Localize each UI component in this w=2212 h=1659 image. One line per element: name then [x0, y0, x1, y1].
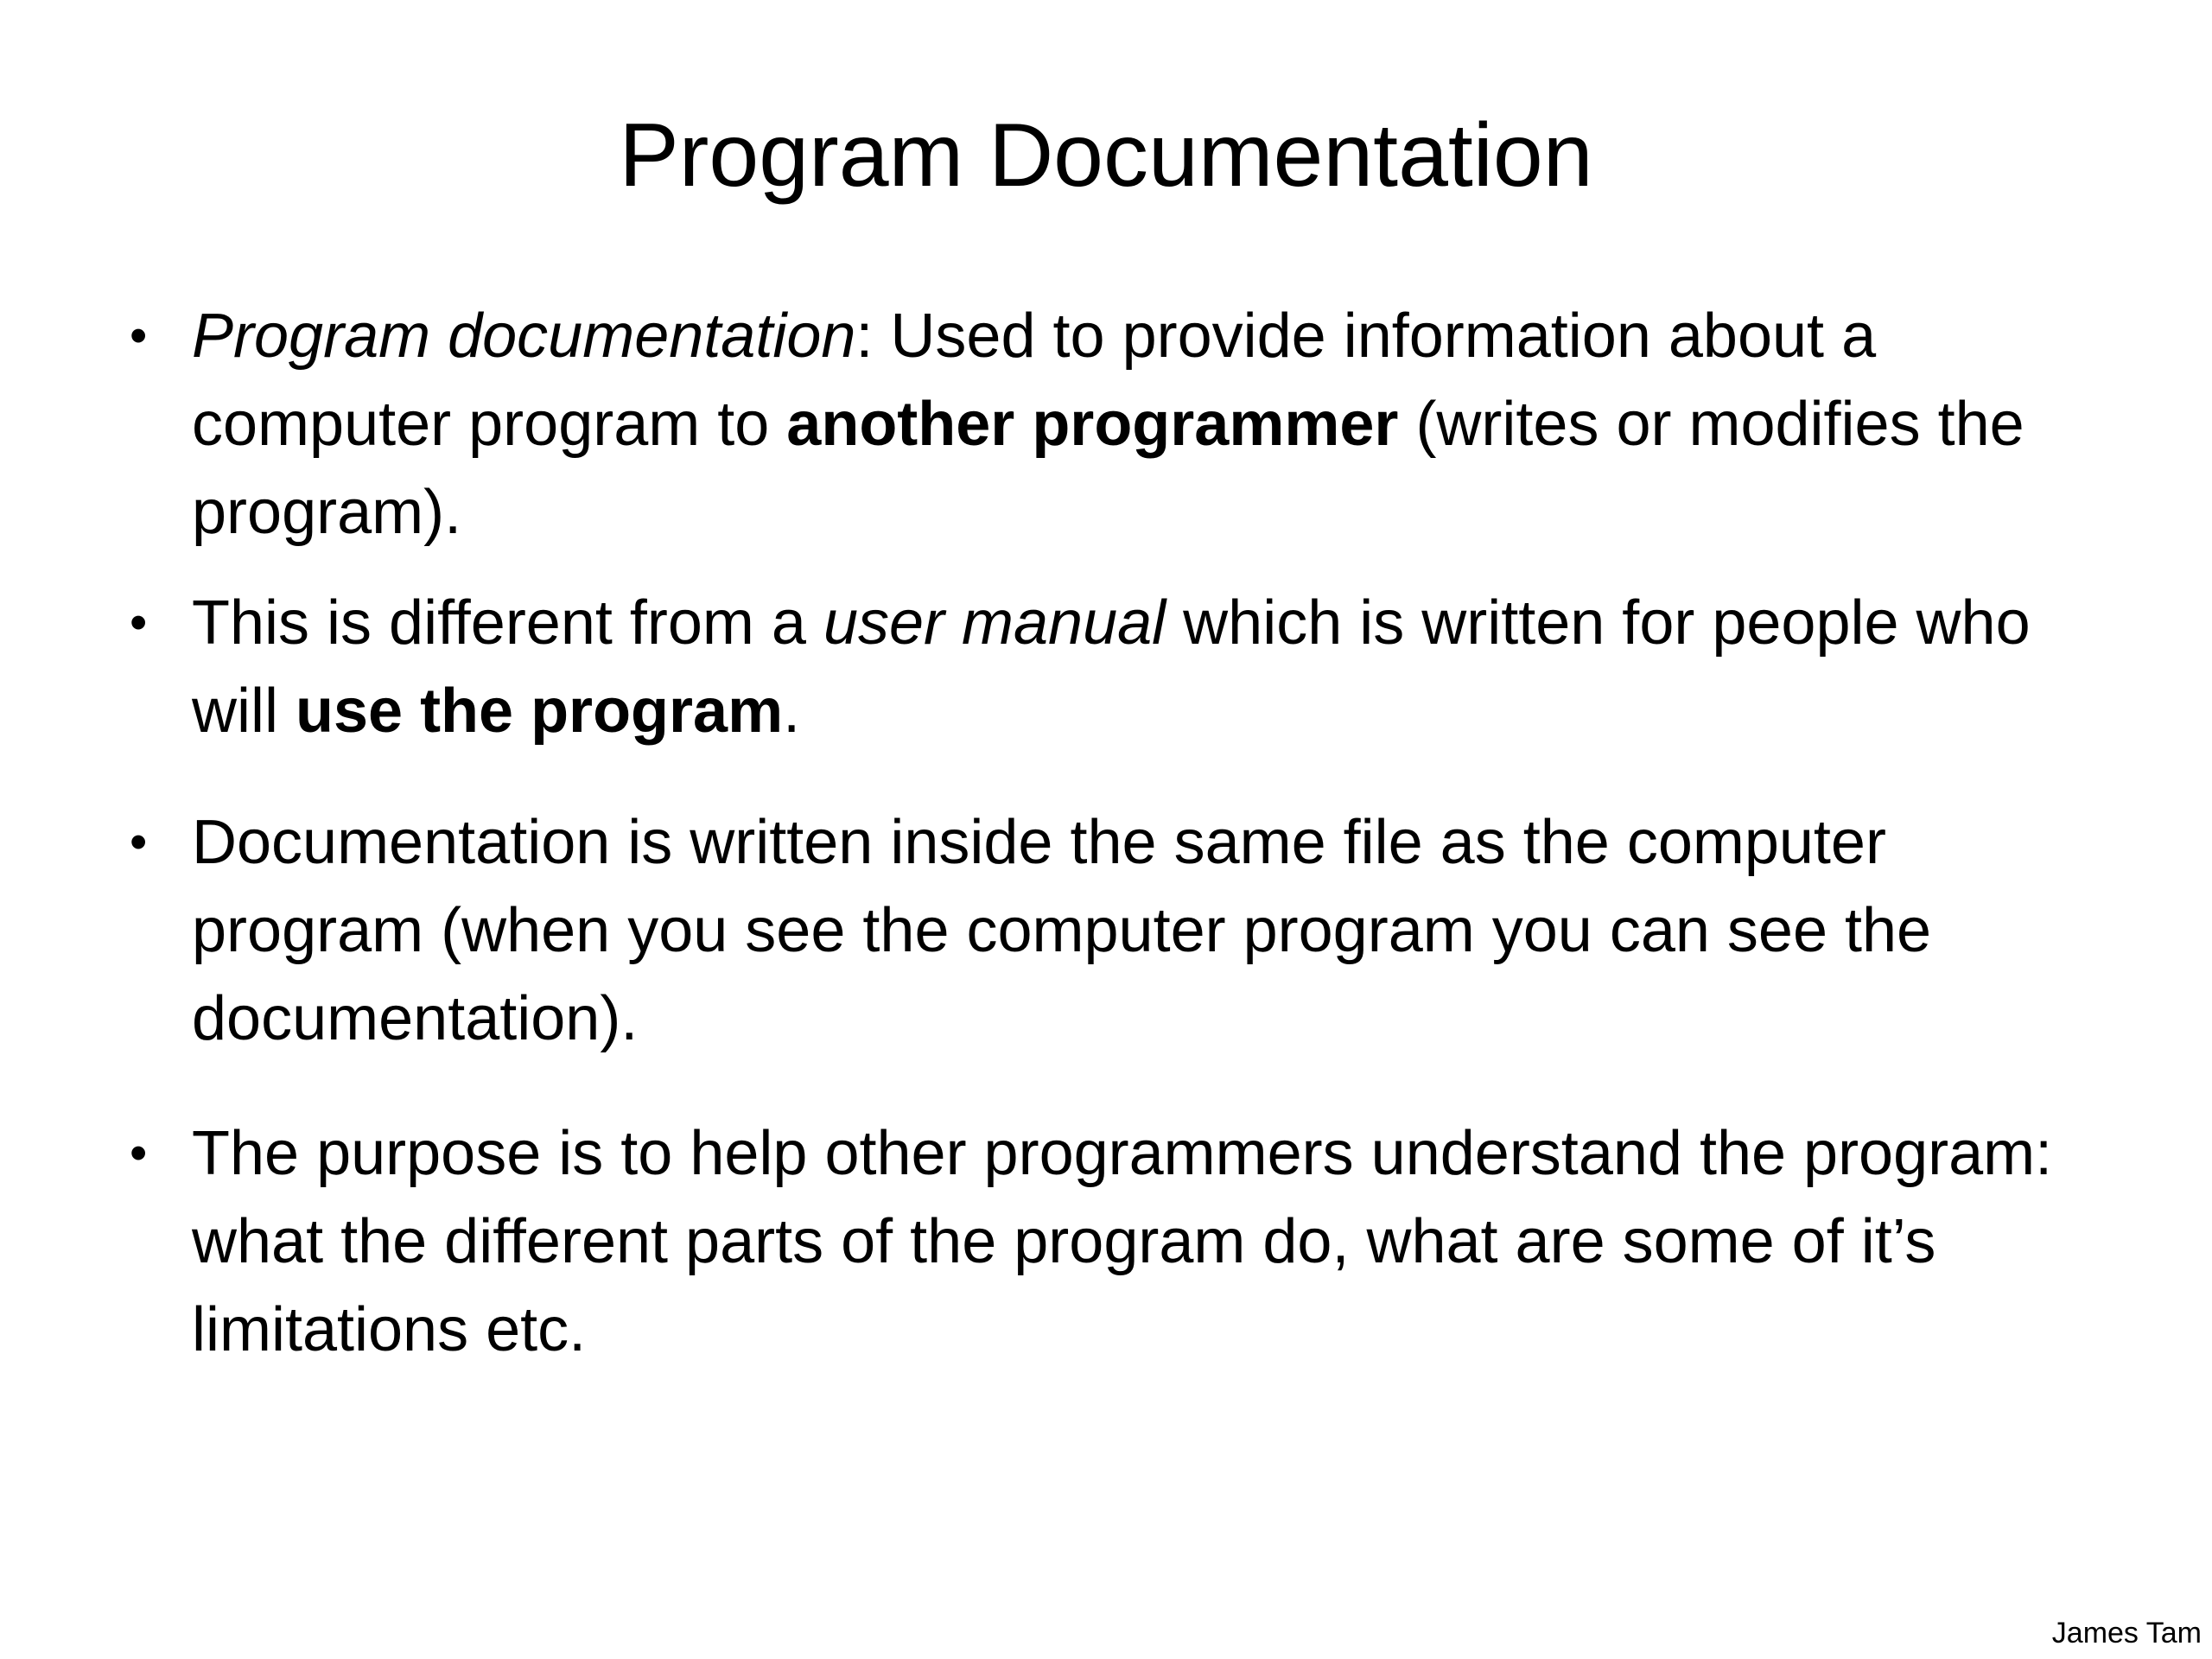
term-user-manual: user manual	[823, 588, 1166, 658]
emphasis-another-programmer: another programmer	[786, 390, 1399, 459]
text-segment: This is different from a	[192, 588, 823, 658]
slide-title: Program Documentation	[619, 105, 1593, 206]
text-segment: : Used to provide information about a computer program to	[192, 302, 1877, 459]
term-program-documentation: Program documentation	[192, 302, 856, 371]
bullet-item-same-file	[130, 798, 2117, 1063]
text-segment: which is written for people who will	[192, 588, 2031, 746]
footer-author: James Tam	[2051, 1617, 2202, 1649]
bullet-icon: •	[130, 814, 148, 870]
bullet-item-purpose	[130, 1109, 2117, 1374]
bullet-text	[192, 302, 2024, 547]
emphasis-use-the-program: use the program	[296, 677, 784, 746]
bullet-text	[192, 588, 2031, 746]
bullet-item-program-documentation	[130, 292, 2117, 556]
bullet-text: Documentation is written inside the same file as the computer program (when you see the computer program you can see the documentation).	[192, 808, 1932, 1053]
bullet-icon: •	[130, 308, 148, 364]
bullet-item-user-manual	[130, 579, 2117, 755]
bullet-icon: •	[130, 1125, 148, 1181]
bullet-list	[130, 292, 2117, 1374]
text-segment: .	[783, 677, 801, 746]
text-segment: (writes or modifies the program).	[192, 390, 2024, 547]
bullet-icon: •	[130, 594, 148, 651]
bullet-text: The purpose is to help other programmers understand the program: what the different parts of the program do, what are some of it’s limitations etc.	[192, 1119, 2053, 1364]
